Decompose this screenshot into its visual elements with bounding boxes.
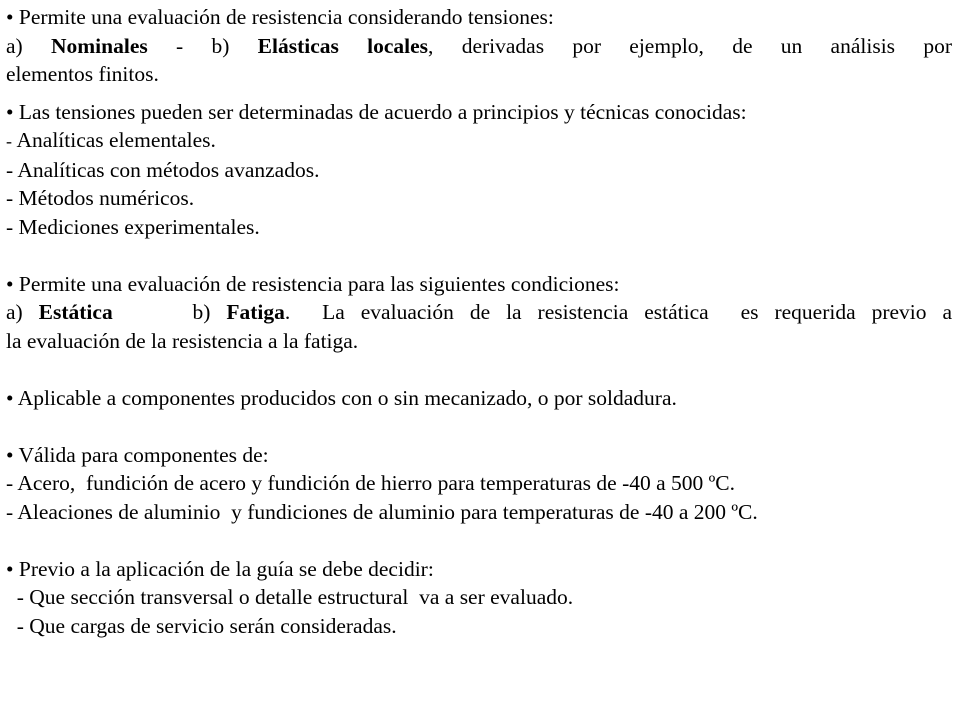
method-item-experimental: - Mediciones experimentales. [6,214,260,239]
nominal-label: Nominales [50,33,148,58]
option-b-prefix: - b) [147,33,258,58]
paragraph-tension-types [6,3,952,89]
fatigue-prefix: b) [112,300,227,324]
paragraph-conditions [6,270,952,356]
material-item-aluminium: - Aleaciones de aluminio y fundiciones de aluminio para temperaturas de -40 a 200 ºC. [6,499,758,524]
method-item-dash: - [6,131,17,151]
paragraph-materials [6,441,952,527]
option-a-prefix: a) [6,33,51,58]
bullet-determination-methods: • Las tensiones pueden ser determinadas de acuerdo a principios y técnicas conocidas: [6,99,747,124]
conditions-line [6,298,952,327]
local-elastic-label: Elásticas locales [257,33,429,58]
material-item-steel: - Acero, fundición de acero y fundición de hierro para temperaturas de -40 a 500 ºC. [6,471,736,495]
bullet-prior-decisions: • Previo a la aplicación de la guía se debe decidir: [6,556,434,581]
conditions-tail: . La evaluación de la resistencia estática es requerida previo a [284,300,952,324]
method-item-elementary [6,126,952,156]
decision-item-section: - Que sección transversal o detalle estructural va a ser evaluado. [6,585,574,609]
slide-text-body [6,3,952,640]
bullet-applicability: • Aplicable a componentes producidos con o sin mecanizado, o por soldadura. [6,385,677,410]
tension-types-line [6,32,952,61]
decision-item-loads: - Que cargas de servicio serán consideradas. [6,613,397,638]
fatigue-label: Fatiga [226,300,285,324]
paragraph-applicability [6,384,952,413]
method-item-elementary-text: Analíticas elementales. [16,128,216,152]
paragraph-determination-methods [6,98,952,242]
bullet-materials: • Válida para componentes de: [6,442,269,467]
conditions-continuation: la evaluación de la resistencia a la fatiga. [6,328,359,353]
tension-types-tail: , derivadas por ejemplo, de un análisis por [428,33,952,58]
bullet-tension-evaluation: • Permite una evaluación de resistencia considerando tensiones: [6,5,554,29]
paragraph-prior-decisions [6,555,952,641]
static-prefix: a) [6,300,39,324]
tension-types-continuation: elementos finitos. [6,62,159,86]
method-item-numerical: - Métodos numéricos. [6,186,195,210]
static-label: Estática [38,300,113,324]
bullet-conditions: • Permite una evaluación de resistencia para las siguientes condiciones: [6,271,620,296]
method-item-advanced: - Analíticas con métodos avanzados. [6,157,320,182]
